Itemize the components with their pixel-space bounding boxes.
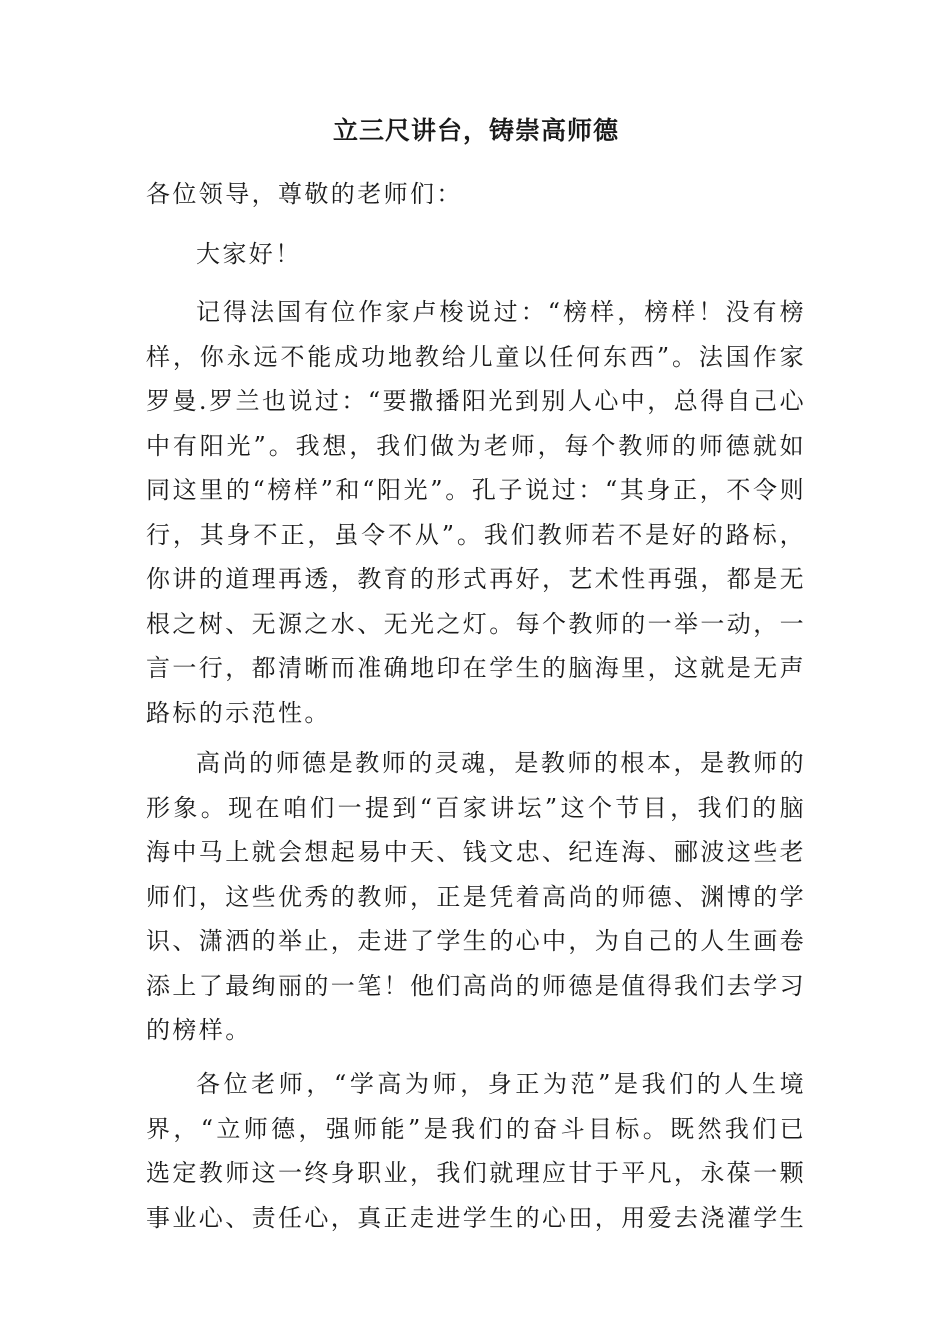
paragraph-3: 各位老师，“学高为师，身正为范”是我们的人生境界，“立师德，强师能”是我们的奋斗目标。既然我们已选定教师这一终身职业，我们就理应甘于平凡，永葆一颗事业心、责任心，真正走进学生的心田，用爱去浇灌学生 [146,1070,806,1232]
salutation: 各位领导，尊敬的老师们： [146,180,463,208]
greeting: 大家好！ [196,240,302,268]
document-title: 立三尺讲台，铸崇高师德 [332,116,619,145]
paragraph-1: 记得法国有位作家卢梭说过：“榜样，榜样！没有榜样，你永远不能成功地教给儿童以任何东西”。法国作家罗曼.罗兰也说过：“要撒播阳光到别人心中，总得自己心中有阳光”。我想，我们做为老师，每个教师的师德就如同这里的“榜样”和“阳光”。孔子说过：“其身正，不令则行，其身不正，虽令不从”。我们教师若不是好的路标，你讲的道理再透，教育的形式再好，艺术性再强，都是无根之树、无源之水、无光之灯。每个教师的一举一动，一言一行，都清晰而准确地印在学生的脑海里，这就是无声路标的示范性。 [146,298,806,727]
paragraph-2: 高尚的师德是教师的灵魂，是教师的根本，是教师的形象。现在咱们一提到“百家讲坛”这个节目，我们的脑海中马上就会想起易中天、钱文忠、纪连海、郦波这些老师们，这些优秀的教师，正是凭着高尚的师德、渊博的学识、潇洒的举止，走进了学生的心中，为自己的人生画卷添上了最绚丽的一笔！他们高尚的师德是值得我们去学习的榜样。 [146,749,806,1044]
